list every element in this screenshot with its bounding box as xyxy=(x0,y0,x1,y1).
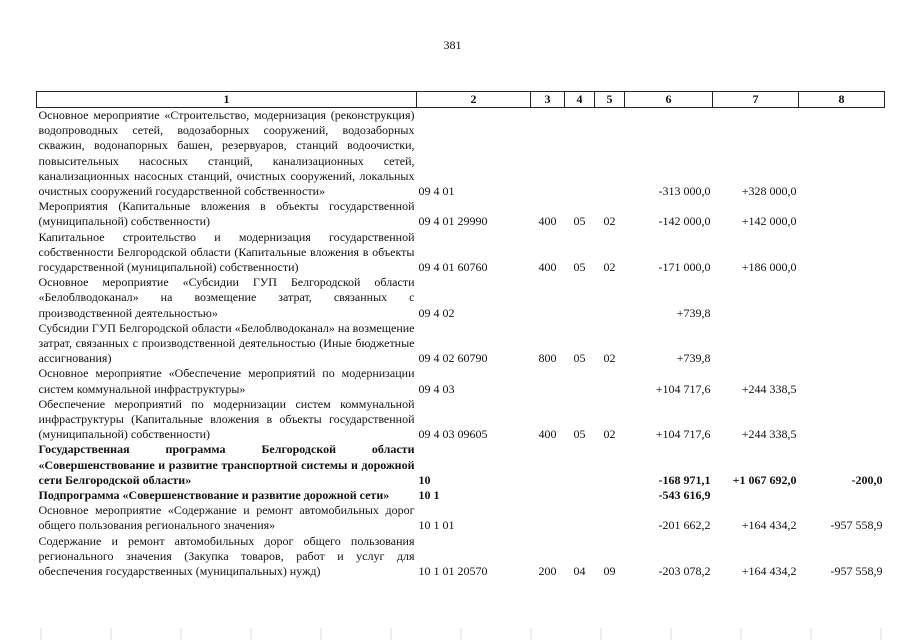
row-amount-6: -313 000,0 xyxy=(658,184,711,199)
row-subsection xyxy=(595,503,625,533)
row-section: 05 xyxy=(573,351,586,366)
row-amount-7: +328 000,0 xyxy=(741,184,797,199)
row-section xyxy=(565,275,595,321)
row-amount-8 xyxy=(799,321,885,367)
row-name: Капитальное строительство и модернизация государственной собственности Белгородской области (Капитальные вложения в объекты государственной (муниципальной) собственности) xyxy=(38,229,415,275)
row-amount-6: +104 717,6 xyxy=(655,427,711,442)
row-amount-6: -168 971,1 xyxy=(658,472,711,487)
row-section xyxy=(565,488,595,503)
header-col-7: 7 xyxy=(713,92,799,108)
table-row xyxy=(37,321,885,367)
table-row xyxy=(37,503,885,533)
row-section xyxy=(565,503,595,533)
row-amount-8: -200,0 xyxy=(851,472,883,487)
row-subsection: 02 xyxy=(603,214,616,229)
row-expense-type xyxy=(531,503,565,533)
row-subsection: 02 xyxy=(603,427,616,442)
row-subsection xyxy=(595,275,625,321)
table-row xyxy=(37,108,885,200)
row-amount-6: +739,8 xyxy=(676,305,711,320)
row-amount-6: +739,8 xyxy=(676,351,711,366)
row-name: Основное мероприятие «Строительство, модернизация (реконструкция) водопроводных сетей, водозаборных сооружений, водозаборных скважин, водонапорных башен, резервуаров, станций водоочистки, повысительных насосных станций, канализационных сетей, канализационных насосных станций, очистных сооружений, локальных очистных сооружений государственной собственности» xyxy=(38,108,415,199)
row-amount-8: -957 558,9 xyxy=(830,564,883,579)
table-row xyxy=(37,199,885,229)
row-amount-8 xyxy=(799,275,885,321)
row-code: 09 4 03 xyxy=(418,381,455,396)
header-col-5: 5 xyxy=(595,92,625,108)
page-number: 381 xyxy=(443,38,462,52)
row-code: 09 4 02 60790 xyxy=(418,351,488,366)
row-subsection xyxy=(595,108,625,200)
row-amount-8 xyxy=(799,108,885,200)
row-amount-8: -957 558,9 xyxy=(830,518,883,533)
row-expense-type xyxy=(531,442,565,488)
table-row xyxy=(37,275,885,321)
row-amount-7: +164 434,2 xyxy=(741,518,797,533)
row-amount-7: +1 067 692,0 xyxy=(732,472,797,487)
row-section: 04 xyxy=(573,564,586,579)
row-expense-type xyxy=(531,275,565,321)
row-amount-7 xyxy=(713,488,799,503)
row-code: 09 4 01 60760 xyxy=(418,260,488,275)
row-expense-type: 400 xyxy=(538,214,557,229)
row-name: Субсидии ГУП Белгородской области «Белоблводоканал» на возмещение затрат, связанных с производственной деятельностью (Иные бюджетные ассигнования) xyxy=(38,320,415,366)
row-expense-type: 200 xyxy=(538,564,557,579)
row-name: Содержание и ремонт автомобильных дорог общего пользования регионального значения (Закупка товаров, работ и услуг для обеспечения государственных (муниципальных) нужд) xyxy=(38,533,415,579)
row-name: Обеспечение мероприятий по модернизации систем коммунальной инфраструктуры (Капитальные вложения в объекты государственной (муниципальной) собственности) xyxy=(38,396,415,442)
row-expense-type: 400 xyxy=(538,427,557,442)
table-row xyxy=(37,488,885,503)
table-row xyxy=(37,534,885,580)
row-amount-7: +244 338,5 xyxy=(741,381,797,396)
row-expense-type xyxy=(531,108,565,200)
row-amount-7 xyxy=(713,275,799,321)
budget-table xyxy=(36,91,885,579)
row-amount-7 xyxy=(713,321,799,367)
row-amount-7: +244 338,5 xyxy=(741,427,797,442)
row-amount-6: -142 000,0 xyxy=(658,214,711,229)
row-section: 05 xyxy=(573,427,586,442)
row-section: 05 xyxy=(573,214,586,229)
row-subsection xyxy=(595,366,625,396)
row-amount-7: +186 000,0 xyxy=(741,260,797,275)
header-col-2: 2 xyxy=(417,92,531,108)
header-col-6: 6 xyxy=(625,92,713,108)
row-amount-6: -203 078,2 xyxy=(658,564,711,579)
header-col-3: 3 xyxy=(531,92,565,108)
row-subsection: 09 xyxy=(603,564,616,579)
row-amount-7: +164 434,2 xyxy=(741,564,797,579)
scan-noise xyxy=(0,628,905,640)
row-section xyxy=(565,366,595,396)
table-row xyxy=(37,366,885,396)
row-expense-type xyxy=(531,488,565,503)
row-amount-8 xyxy=(799,488,885,503)
table-row xyxy=(37,397,885,443)
row-subsection: 02 xyxy=(603,351,616,366)
header-col-4: 4 xyxy=(565,92,595,108)
header-row xyxy=(37,92,885,108)
row-name: Мероприятия (Капитальные вложения в объекты государственной (муниципальной) собственности) xyxy=(38,199,415,229)
row-expense-type: 400 xyxy=(538,260,557,275)
row-subsection xyxy=(595,442,625,488)
row-amount-6: -543 616,9 xyxy=(658,488,711,503)
row-amount-8 xyxy=(799,199,885,229)
row-code: 09 4 01 xyxy=(418,184,455,199)
row-name: Основное мероприятие «Содержание и ремонт автомобильных дорог общего пользования регионального значения» xyxy=(38,503,415,533)
row-code: 10 1 xyxy=(418,488,440,503)
row-section: 05 xyxy=(573,260,586,275)
row-amount-7: +142 000,0 xyxy=(741,214,797,229)
row-name: Государственная программа Белгородской области «Совершенствование и развитие транспортной системы и дорожной сети Белгородской области» xyxy=(38,442,415,487)
row-section xyxy=(565,108,595,200)
row-amount-8 xyxy=(799,230,885,276)
row-subsection xyxy=(595,488,625,503)
row-amount-8 xyxy=(799,366,885,396)
row-expense-type xyxy=(531,366,565,396)
row-code: 10 1 01 xyxy=(418,518,455,533)
row-code: 09 4 01 29990 xyxy=(418,214,488,229)
row-amount-6: -201 662,2 xyxy=(658,518,711,533)
row-section xyxy=(565,442,595,488)
row-amount-8 xyxy=(799,397,885,443)
header-col-1: 1 xyxy=(37,92,417,108)
row-subsection: 02 xyxy=(603,260,616,275)
row-name: Основное мероприятие «Субсидии ГУП Белгородской области «Белоблводоканал» на возмещение затрат, связанных с производственной деятельностью» xyxy=(38,275,415,320)
row-name: Основное мероприятие «Обеспечение мероприятий по модернизации систем коммунальной инфраструктуры» xyxy=(38,366,415,396)
row-amount-6: +104 717,6 xyxy=(655,381,711,396)
table-row xyxy=(37,230,885,276)
row-code: 09 4 02 xyxy=(418,305,455,320)
row-code: 10 1 01 20570 xyxy=(418,564,488,579)
header-col-8: 8 xyxy=(799,92,885,108)
table-row xyxy=(37,442,885,488)
row-name: Подпрограмма «Совершенствование и развитие дорожной сети» xyxy=(38,488,390,503)
row-code: 09 4 03 09605 xyxy=(418,427,488,442)
row-expense-type: 800 xyxy=(538,351,557,366)
row-amount-6: -171 000,0 xyxy=(658,260,711,275)
row-code: 10 xyxy=(418,472,431,487)
